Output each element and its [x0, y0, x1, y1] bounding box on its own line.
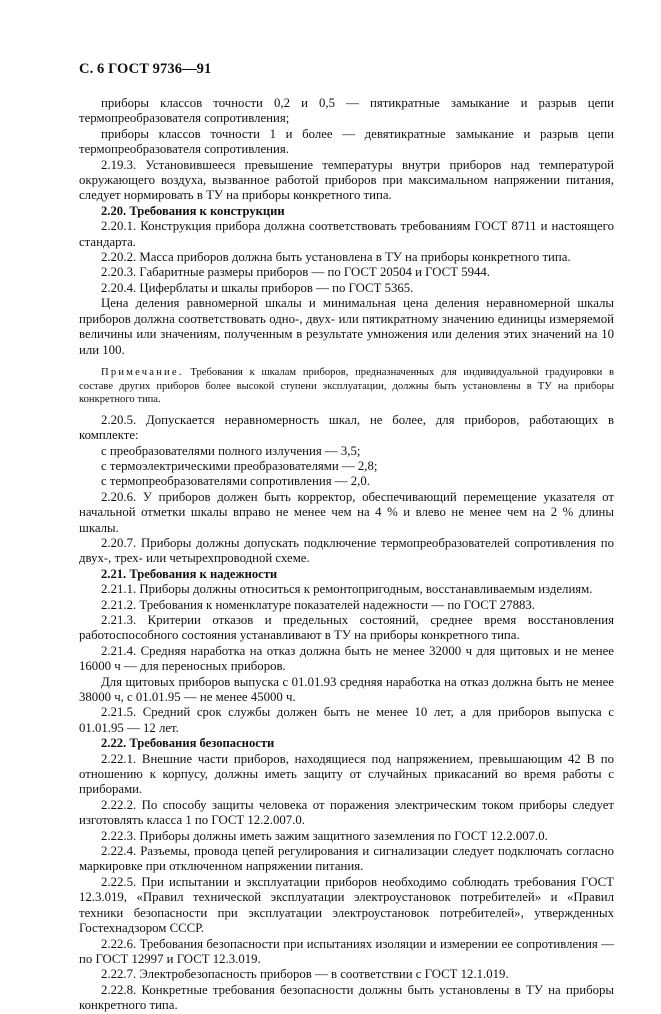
- note-label: Примечание.: [101, 366, 184, 378]
- list-item: с термопреобразователями сопротивления — 2,0.: [101, 474, 370, 489]
- paragraph: 2.22.2. По способу защиты человека от поражения электрическим током приборы следует изготовлять класса 1 по ГОСТ 12.2.007.0.: [79, 797, 614, 828]
- paragraph: 2.20.1. Конструкция прибора должна соответствовать требованиям ГОСТ 8711 и настоящего стандарта.: [79, 219, 614, 249]
- paragraph: 2.22.6. Требования безопасности при испытаниях изоляции и измерении ее сопротивления — по ГОСТ 12997 и ГОСТ 12.3.019.: [79, 936, 614, 966]
- paragraph: 2.22.5. При испытании и эксплуатации приборов необходимо соблюдать требования ГОСТ 12.3.019, «Правил технической эксплуатации электроустановок потребителей» и «Правил техники безопасности при эксплуатации электроустановок потребителей», утвержденных Гостехнадзором СССР.: [79, 874, 614, 936]
- document-body: [79, 96, 614, 1014]
- page-header: С. 6 ГОСТ 9736—91: [79, 61, 212, 77]
- section-heading: 2.22. Требования безопасности: [101, 736, 275, 751]
- paragraph: приборы классов точности 1 и более — девятикратные замыкание и разрыв цепи термопреобразователя сопротивления.: [79, 126, 614, 157]
- paragraph: 2.21.3. Критерии отказов и предельных состояний, среднее время восстановления работоспособного состояния устанавливают в ТУ на приборы конкретного типа.: [79, 612, 614, 643]
- paragraph: 2.20.5. Допускается неравномерность шкал, не более, для приборов, работающих в комплекте:: [79, 412, 614, 443]
- paragraph: 2.22.3. Приборы должны иметь зажим защитного заземления по ГОСТ 12.2.007.0.: [101, 828, 548, 843]
- paragraph: 2.20.6. У приборов должен быть корректор, обеспечивающий перемещение указателя от начальной отметки шкалы вправо не менее чем на 4 % и влево не менее чем на 2 % длины шкалы.: [79, 489, 614, 535]
- paragraph: 2.21.4. Средняя наработка на отказ должна быть не менее 32000 ч для щитовых и не менее 16000 ч — для переносных приборов.: [79, 643, 614, 674]
- paragraph: Для щитовых приборов выпуска с 01.01.93 средняя наработка на отказ должна быть не менее 38000 ч, с 01.01.95 — не менее 45000 ч.: [79, 674, 614, 704]
- paragraph: 2.21.2. Требования к номенклатуре показателей надежности — по ГОСТ 27883.: [101, 597, 535, 612]
- section-heading: 2.21. Требования к надежности: [101, 566, 278, 581]
- paragraph: Цена деления равномерной шкалы и минимальная цена деления неравномерной шкалы приборов должна соответствовать одно-, двух- или пятикратному значению единицы измеряемой величины или значениям, полученным в результате умножения или деления этих значений на 10 или 100.: [79, 296, 614, 357]
- paragraph: 2.22.1. Внешние части приборов, находящиеся под напряжением, превышающим 42 В по отношению к корпусу, должны иметь защиту от случайных прикасаний во время работы с приборами.: [79, 751, 614, 797]
- paragraph: 2.20.2. Масса приборов должна быть установлена в ТУ на приборы конкретного типа.: [101, 250, 571, 265]
- paragraph: приборы классов точности 0,2 и 0,5 — пятикратные замыкание и разрыв цепи термопреобразователя сопротивления;: [79, 96, 614, 126]
- note: [79, 366, 614, 407]
- paragraph: 2.22.4. Разъемы, провода цепей регулирования и сигнализации следует подключать согласно маркировке при отключенном напряжении питания.: [79, 844, 614, 874]
- paragraph: 2.19.3. Установившееся превышение температуры внутри приборов над температурой окружающего воздуха, вызванное работой приборов при максимальном напряжении питания, следует нормировать в ТУ на приборы конкретного типа.: [79, 157, 614, 203]
- paragraph: 2.22.7. Электробезопасность приборов — в соответствии с ГОСТ 12.1.019.: [101, 967, 509, 982]
- note-text: Требования к шкалам приборов, предназначенных для индивидуальной градуировки в составе других приборов более высокой ступени эксплуатации, должны быть установлены в ТУ на приборы конкретного типа.: [79, 366, 614, 406]
- paragraph: 2.21.1. Приборы должны относиться к ремонтопригодным, восстанавливаемым изделиям.: [101, 582, 593, 597]
- paragraph: 2.20.7. Приборы должны допускать подключение термопреобразователей сопротивления по двух-, трех- или четырехпроводной схеме.: [79, 535, 614, 566]
- paragraph: 2.20.3. Габаритные размеры приборов — по ГОСТ 20504 и ГОСТ 5944.: [101, 265, 491, 280]
- list-item: с термоэлектрическими преобразователями — 2,8;: [101, 458, 378, 473]
- paragraph: 2.22.8. Конкретные требования безопасности должны быть установлены в ТУ на приборы конкретного типа.: [79, 982, 614, 1013]
- paragraph: 2.20.4. Циферблаты и шкалы приборов — по ГОСТ 5365.: [101, 280, 414, 295]
- paragraph: 2.21.5. Средний срок службы должен быть не менее 10 лет, а для приборов выпуска с 01.01.95 — 12 лет.: [79, 705, 614, 735]
- section-heading: 2.20. Требования к конструкции: [101, 203, 285, 218]
- list-item: с преобразователями полного излучения — 3,5;: [101, 443, 361, 458]
